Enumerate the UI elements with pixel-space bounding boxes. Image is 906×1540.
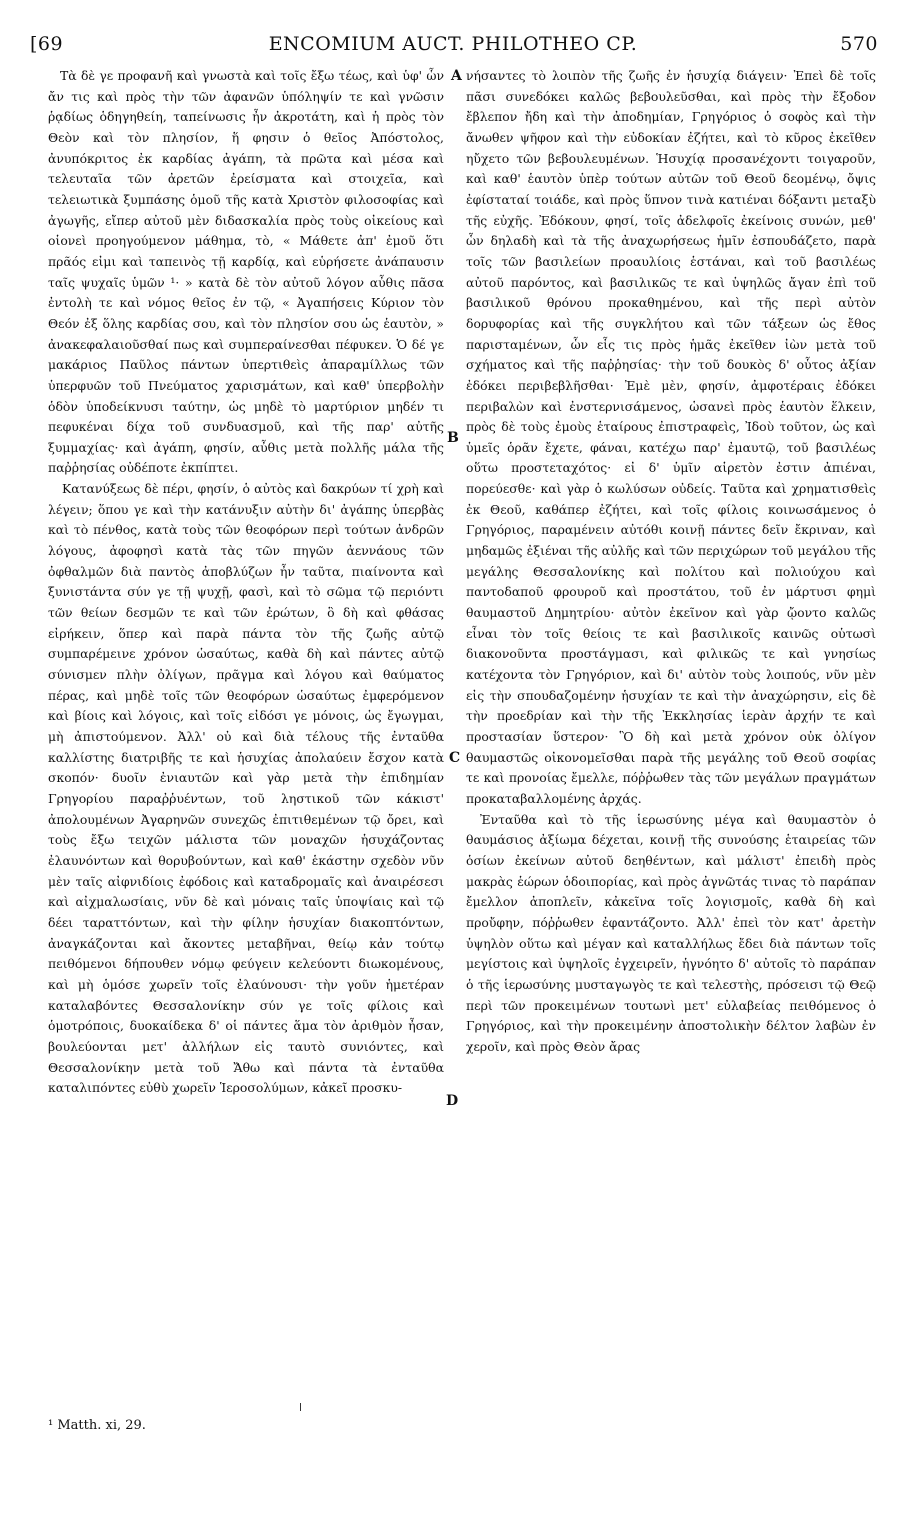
paragraph: Ἐνταῦθα καὶ τὸ τῆς ἱερωσύνης μέγα καὶ θαυμαστὸν ὁ θαυμάσιος ἀξίωμα δέχεται, κοινῇ τῆς συνούσης ἑταιρείας τῶν ὁσίων ἐκείνων αὐτοῦ δεηθέντων, καὶ μάλιστ' ἐπειδὴ πρὸς μακρὰς ἑώρων ὁδοιπορίας, καὶ πρὸς ἀγνῶτάς τινας τὸ παράπαν ἔμελλον ἀποπλεῖν, κἀκεῖνα τοῖς λογισμοῖς, καθὰ δὴ καὶ προὔφην, πόῤῥωθεν ἐφαντάζοντο. Ἀλλ' ἐπεὶ τὸν κατ' ἀρετὴν ὑψηλὸν οὕτω καὶ μέγαν καὶ καταλλήλως ἔδει διὰ πάντων τοῖς μεγίστοις καὶ ὑψηλοῖς ἐγχειρεῖν, ἡγνόητο δ' αὐτοῖς τὸ παράπαν ὁ τῆς ἱερωσύνης μυσταγωγὸς τε καὶ τελεστὴς, πρόσεισι τῷ Θεῷ περὶ τῶν προκειμένων τουτωνὶ μετ' εὐλαβείας πειθόμενος ὁ Γρηγόριος, καὶ τὴν προκειμένην ἀποστολικὴν δέλτον λαβὼν ἐν χεροῖν, καὶ πρὸς Θεὸν ἄρας [466,811,876,1054]
footnote: ¹ Matth. xi, 29. [48,1418,146,1433]
left-column [48,66,444,1099]
right-column [466,66,876,1058]
page-header [24,33,882,63]
running-title: ENCOMIUM AUCT. PHILOTHEO CP. [268,33,638,55]
page-tick-mark [300,1403,301,1411]
page-number-right: 570 [840,33,878,55]
page-number-left: [69 [30,33,64,55]
paragraph: Κατανύξεως δὲ πέρι, φησίν, ὁ αὐτὸς καὶ δακρύων τί χρὴ καὶ λέγειν; ὅπου γε καὶ τὴν κατάνυξιν αὐτὴν δι' ἀγάπης ὑπερβὰς καὶ τὸ πένθος, κατὰ τοὺς τῶν θεοφόρων περὶ τούτων ἀνδρῶν λόγους, ἀφοφησὶ κατὰ τὰς τῶν πηγῶν ἀεννάους τῶν ὀφθαλμῶν διὰ παντὸς ἀποβλύζων ἦν ταῦτα, πιαίνοντα καὶ ξυνιστάντα σύν γε τῇ ψυχῇ, φασὶ, καὶ τὸ σῶμα τῷ περιόντι τῶν θείων δεσμῶν τε καὶ τῶν ἐρώτων, ὃ δὴ καὶ φθάσας εἰρήκειν, ὅπερ καὶ παρὰ πάντα τὸν τῆς ζωῆς αὐτῷ συμπαρέμεινε χρόνον ὡσαύτως, καθὰ δὴ καὶ πάντες αὐτῷ σύνισμεν πλὴν ὀλίγων, πρᾶγμα καὶ λόγου καὶ θαύματος πέρας, καὶ μηδὲ τοῖς τῶν θεοφόρων ὡσαύτως ἐμφερόμενον καὶ βίοις καὶ λόγοις, καὶ τοῖς εἰδόσι γε μόνοις, ὡς ἔγωγμαι, μὴ ἀπιστούμενον. Ἀλλ' οὐ καὶ διὰ τέλους τῆς ἐνταῦθα καλλίστης διατριβῆς τε καὶ ἡσυχίας ἀπολαύειν ἔσχον κατὰ σκοπόν· δυοῖν ἐνιαυτῶν καὶ γὰρ μετὰ τὴν ἐπιδημίαν Γρηγορίου παραῤῥυέντων, τοῦ ληστικοῦ τῶν κάκιστ' ἀπολουμένων Ἀγαρηνῶν συνεχῶς ἐπιτιθεμένων τῷ ὄρει, καὶ τοὺς ἔξω τειχῶν μάλιστα τῶν μοναχῶν ἡσυχάζοντας ἐλαυνόντων καὶ θορυβούντων, καὶ καθ' ἑκάστην σχεδὸν νῦν μὲν ταῖς αἰφνιδίοις ἐφόδοις καὶ καταδρομαῖς καὶ ἀναιρέσεσι καὶ αἰχμαλωσίαις, νῦν δὲ καὶ μόναις ταῖς ὑποψίαις καὶ τῷ δέει ταραττόντων, καὶ τὴν φίλην ἡσυχίαν διακοπτόντων, ἀναγκάζονται καὶ ἄκοντες μεταβῆναι, θείῳ κἀν τούτῳ πειθόμενοι δήπουθεν νόμῳ φεύγειν κελεύοντι διωκομένους, καὶ μὴ ὁμόσε χωρεῖν τοῖς ἐλαύνουσι· τὴν γοῦν ἡμετέραν καταλαβόντες Θεσσαλονίκην σύν γε τοῖς φίλοις καὶ ὁμοτρόποις, δυοκαίδεκα δ' οἱ πάντες ἅμα τὸν ἀριθμὸν ἦσαν, βουλεύονται μετ' ἀλλήλων εἰς ταυτὸ συνιόντες, καὶ Θεσσαλονίκην μετὰ τοῦ Ἄθω καὶ πάντα τὰ ἐνταῦθα καταλιπόντες εὐθὺ χωρεῖν Ἱεροσολύμων, κἀκεῖ προσκυ- [48,481,444,1096]
margin-marker-b: B [447,430,459,446]
margin-marker-c: C [449,750,461,766]
margin-marker-d: D [446,1093,459,1109]
paragraph: νήσαντες τὸ λοιπὸν τῆς ζωῆς ἐν ἡσυχίᾳ διάγειν· Ἐπεὶ δὲ τοῖς πᾶσι συνεδόκει καλῶς βεβουλεῦσθαι, καὶ πρὸς τὴν ἔξοδον ἔβλεπον ἤδη καὶ τὴν ἀποδημίαν, Γρηγόριος ὁ σοφὸς καὶ τὴν ἄνωθεν ψῆφον καὶ τὴν εὐδοκίαν ἐζήτει, καὶ τὸ κῦρος ἐκεῖθεν ηὔχετο τῶν βεβουλευμένων. Ἡσυχίᾳ προσανέχοντι τοιγαροῦν, καὶ καθ' ἑαυτὸν ὑπὲρ τούτων αὐτῶν τοῦ Θεοῦ δεομένῳ, ὄψις ἐφίσταταί τοιάδε, καὶ πρὸς ὕπνον τινὰ κατιέναι δόξαντι μεταξὺ τῆς εὐχῆς. Ἐδόκουν, φησί, τοῖς ἀδελφοῖς ἐκείνοις συνών, μεθ' ὧν δηλαδὴ καὶ τὰ τῆς ἀναχωρήσεως ἡμῖν ἐσπουδάζετο, παρὰ τοῖς τῶν βασιλείων προαυλίοις ἑστάναι, καὶ τοῦ βασιλέως αὐτοῦ παρόντος, καὶ βασιλικῶς τε καὶ ὑψηλῶς ἄγαν ἐπὶ τοῦ βασιλικοῦ θρόνου προκαθημένου, καὶ τῆς περὶ αὐτὸν δορυφορίας καὶ τῆς συγκλήτου καὶ τῶν τάξεων ὡς ἔθος παρισταμένων, ὧν εἷς τις πρὸς ἡμᾶς ἐκεῖθεν ἰὼν μετὰ τοῦ σχήματος καὶ τῆς παῤῥησίας· τὴν τοῦ δουκὸς δ' οὗτος ἀξίαν ἐδόκει περιβεβλῆσθαι· Ἐμὲ μὲν, φησίν, ἀμφοτέραις ἐδόκει περιβαλὼν καὶ ἐνστερνισάμενος, ὡσανεὶ πρὸς ἑαυτὸν ἕλκειν, πρὸς δὲ τοὺς ἐμοὺς ἑταίρους ἐπιστραφεὶς, Ἰδοὺ τοῦτον, ὡς καὶ ὑμεῖς ὁρᾶν ἔχετε, φάναι, κατέχω παρ' ἐμαυτῷ, τοῦ βασιλέως οὕτω προστεταχότος· εἰ δ' ὑμῖν αἱρετὸν ἐστιν ἀπιέναι, πορεύεσθε· καὶ γὰρ ὁ κωλύσων οὐδείς. Ταῦτα καὶ χρηματισθεὶς ἐκ Θεοῦ, καθάπερ ἐζήτει, καὶ τοῖς φίλοις κοινωσάμενος ὁ Γρηγόριος, παραμένειν αὐτόθι κοινῇ πάντες δεῖν ἔκριναν, καὶ μηδαμῶς ἐξιέναι τῆς αὐλῆς καὶ τῶν περιχώρων τοῦ μεγάλου τῆς μεγάλης Θεσσαλονίκης καὶ πολίτου καὶ πολιούχου καὶ παντοδαποῦ φρουροῦ καὶ προστάτου, τοῦ ἐν μάρτυσι φημὶ θαυμαστοῦ Δημητρίου· αὐτὸν ἐκεῖνον καὶ γὰρ ᾤοντο καλῶς εἶναι τὸν τοῖς θείοις τε καὶ βασιλικοῖς καινῶς οὑτωσὶ διακονοῦντα προστάγμασι, καὶ φιλικῶς τε καὶ γνησίως κατέχοντα τὸν Γρηγόριον, καὶ δι' αὐτὸν τοὺς λοιπούς, νῦν μὲν εἰς τὴν σπουδαζομένην ἡσυχίαν τε καὶ τὴν ἀναχώρησιν, εἰς δὲ τὴν προεδρίαν καὶ τὴν τῆς Ἐκκλησίας ἱερὰν ἀρχήν τε καὶ προστασίαν ὕστερον· Ὃ δὴ καὶ μετὰ χρόνον οὐκ ὀλίγον θαυμαστῶς οἰκονομεῖσθαι παρὰ τῆς μεγάλης τοῦ Θεοῦ σοφίας τε καὶ προνοίας ἔμελλε, πόῤῥωθεν τὰς τῶν μεγάλων πραγμάτων προκαταβαλλομένης ἀρχάς. [466,68,876,806]
margin-marker-a: A [451,68,462,84]
paragraph: Τὰ δὲ γε προφανῆ καὶ γνωστὰ καὶ τοῖς ἔξω τέως, καὶ ὑφ' ὧν ἄν τις καὶ πρὸς τὴν τῶν ἀφανῶν ὑπόληψίν τε καὶ γνῶσιν ῥᾳδίως ὁδηγηθείη, ταπείνωσις ἦν ἀκροτάτη, καὶ ἡ πρὸς τὸν Θεὸν καὶ τὸν πλησίον, ἥ φησιν ὁ θεῖος Ἀπόστολος, ἀνυπόκριτος ἐκ καρδίας ἀγάπη, τὰ πρῶτα καὶ μέσα καὶ τελευταῖα τῶν ἀρετῶν ἐρείσματα καὶ στοιχεῖα, καὶ τελειωτικὰ ξυμπάσης ὁμοῦ τῆς κατὰ Χριστὸν φιλοσοφίας καὶ ἀγωγῆς, εἴπερ αὐτοῦ μὲν διδασκαλία πρὸς τοὺς οἰκείους καὶ οἱονεὶ προηγούμενον μάθημα, τὸ, « Μάθετε ἀπ' ἐμοῦ ὅτι πρᾶός εἰμι καὶ ταπεινὸς τῇ καρδίᾳ, καὶ εὑρήσετε ἀνάπαυσιν ταῖς ψυχαῖς ὑμῶν ¹· » κατὰ δὲ τὸν αὐτοῦ λόγον αὖθις πᾶσα ἐντολὴ τε καὶ νόμος θεῖος ἐν τῷ, « Ἀγαπήσεις Κύριον τὸν Θεόν ἐξ ὅλης καρδίας σου, καὶ τὸν πλησίον σου ὡς ἑαυτὸν, » ἀνακεφαλαιοῦσθαί πως καὶ συμπεραίνεσθαι πέφυκεν. Ὁ δέ γε μακάριος Παῦλος πάντων ὑπερτιθεὶς ἀπαραμίλλως τῶν ὑπερφυῶν τοῦ Πνεύματος χαρισμάτων, καὶ καθ' ὑπερβολὴν ὁδὸν ὑποδείκνυσι ταύτην, ὡς μηδὲ τὸ μαρτύριον μηδέν τι πεφυκέναι δίχα τοῦ συνδυασμοῦ, καὶ τῆς παρ' αὐτῆς ξυμμαχίας· καὶ ἀγάπη, φησίν, αὖθις μετὰ πολλῆς μάλα τῆς παῤῥησίας οὐδέποτε ἐκπίπτει. [48,68,444,476]
